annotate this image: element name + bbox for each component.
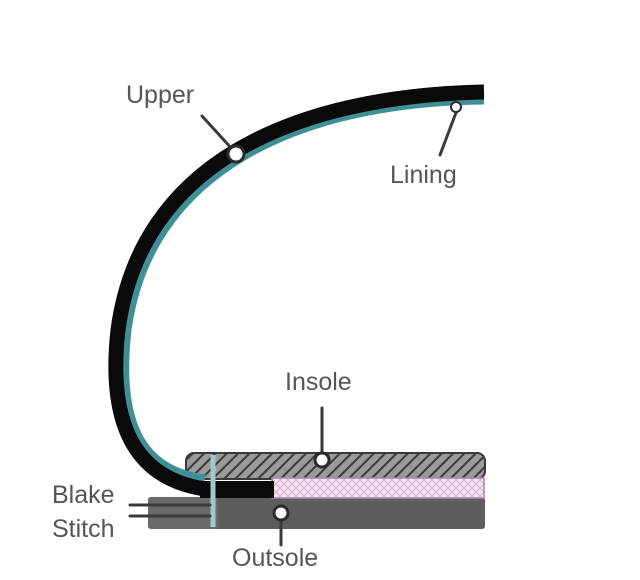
insole-label: Insole (285, 368, 352, 396)
lining-leader (440, 110, 457, 155)
outsole-marker (274, 506, 288, 520)
blake-stitch-label (52, 478, 115, 546)
outsole-label: Outsole (232, 544, 319, 572)
lining-label: Lining (390, 161, 457, 189)
upper (116, 92, 484, 489)
insole-marker (315, 453, 329, 467)
filler-layer (272, 478, 484, 498)
blake-stitch-label-line1: Blake (52, 481, 115, 509)
upper-leader (202, 116, 233, 150)
upper-marker (228, 146, 244, 162)
upper-label: Upper (126, 81, 195, 109)
blake-stitch-label-line2: Stitch (52, 515, 115, 543)
lining-marker (451, 102, 461, 112)
outsole-front (148, 497, 218, 529)
insole (186, 453, 485, 479)
lining (126, 101, 484, 478)
